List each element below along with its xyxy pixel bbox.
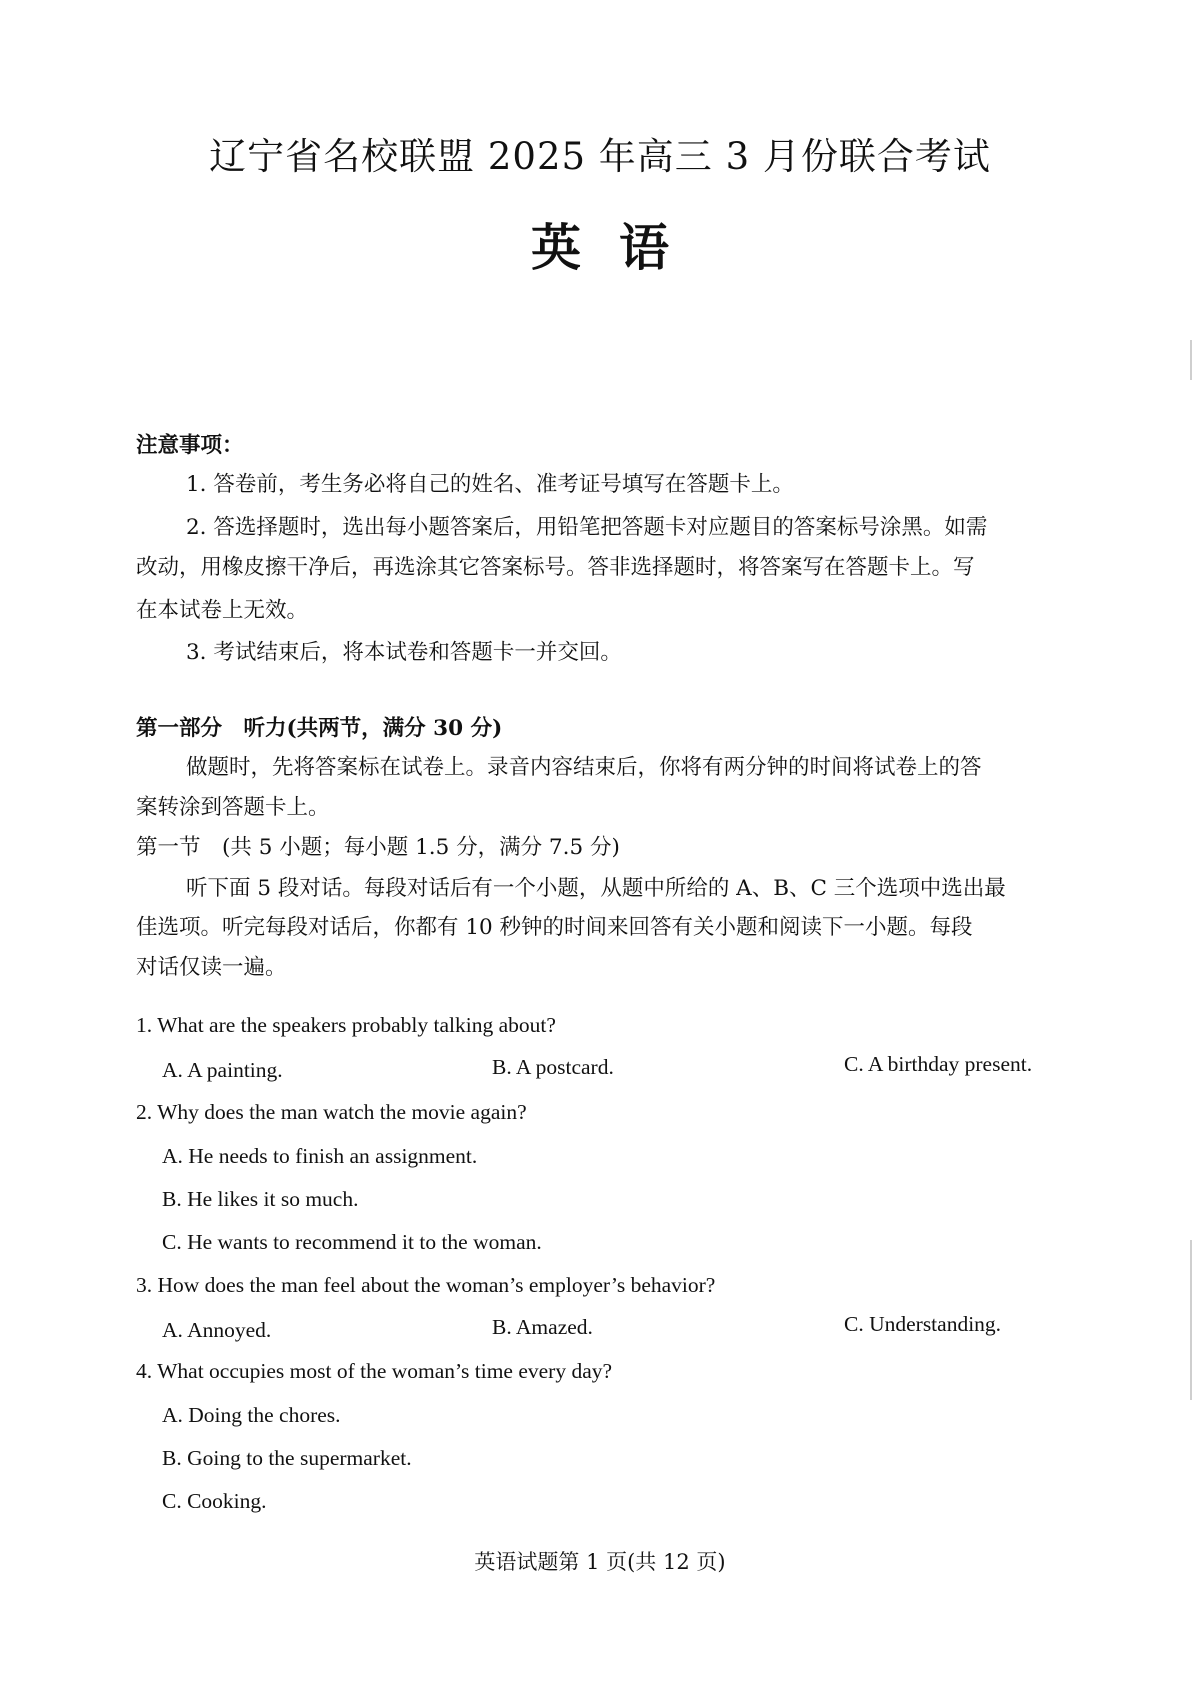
notice-item-2-line-2: 改动，用橡皮擦干净后，再选涂其它答案标号。答非选择题时，将答案写在答题卡上。写 bbox=[136, 555, 975, 580]
subject-title: 英语 bbox=[531, 218, 707, 277]
notice-item-3: 3. 考试结束后，将本试卷和答题卡一并交回。 bbox=[186, 640, 622, 665]
section1-heading: 第一节 (共 5 小题；每小题 1.5 分，满分 7.5 分) bbox=[136, 835, 620, 860]
question-3-option-a: A. Annoyed. bbox=[162, 1318, 272, 1342]
question-3-option-b: B. Amazed. bbox=[492, 1315, 593, 1339]
question-3-option-c: C. Understanding. bbox=[844, 1312, 1002, 1336]
question-4-option-c: C. Cooking. bbox=[162, 1489, 267, 1513]
question-3-stem: 3. How does the man feel about the woman’s employer’s behavior? bbox=[136, 1273, 716, 1297]
exam-title: 辽宁省名校联盟 2025 年高三 3 月份联合考试 bbox=[209, 135, 991, 178]
question-4-stem: 4. What occupies most of the woman’s time every day? bbox=[136, 1359, 613, 1383]
section1-line-2: 佳选项。听完每段对话后，你都有 10 秒钟的时间来回答有关小题和阅读下一小题。每段 bbox=[136, 915, 973, 940]
question-1-option-b: B. A postcard. bbox=[492, 1055, 614, 1079]
page-footer: 英语试题第 1 页(共 12 页) bbox=[474, 1550, 726, 1574]
question-2-option-a: A. He needs to finish an assignment. bbox=[162, 1144, 478, 1168]
scan-edge-mark bbox=[1190, 340, 1192, 380]
question-2-option-c: C. He wants to recommend it to the woman. bbox=[162, 1230, 542, 1254]
notice-item-2-line-1: 2. 答选择题时，选出每小题答案后，用铅笔把答题卡对应题目的答案标号涂黑。如需 bbox=[186, 515, 988, 540]
question-1-option-a: A. A painting. bbox=[162, 1058, 283, 1082]
question-2-stem: 2. Why does the man watch the movie again? bbox=[136, 1100, 527, 1124]
question-1-stem: 1. What are the speakers probably talking about? bbox=[136, 1013, 556, 1037]
notice-item-2-line-3: 在本试卷上无效。 bbox=[136, 598, 309, 623]
question-4-option-a: A. Doing the chores. bbox=[162, 1403, 341, 1427]
section1-line-3: 对话仅读一遍。 bbox=[136, 955, 287, 980]
notice-item-1: 1. 答卷前，考生务必将自己的姓名、准考证号填写在答题卡上。 bbox=[186, 472, 794, 497]
scan-edge-mark bbox=[1190, 1240, 1192, 1400]
part1-intro-line-2: 案转涂到答题卡上。 bbox=[136, 795, 330, 820]
notice-heading: 注意事项： bbox=[136, 433, 244, 458]
part1-heading: 第一部分 听力(共两节，满分 30 分) bbox=[136, 716, 503, 741]
part1-intro-line-1: 做题时，先将答案标在试卷上。录音内容结束后，你将有两分钟的时间将试卷上的答 bbox=[186, 755, 982, 780]
question-4-option-b: B. Going to the supermarket. bbox=[162, 1446, 412, 1470]
question-1-option-c: C. A birthday present. bbox=[844, 1052, 1033, 1076]
question-2-option-b: B. He likes it so much. bbox=[162, 1187, 359, 1211]
section1-line-1: 听下面 5 段对话。每段对话后有一个小题，从题中所给的 A、B、C 三个选项中选出最 bbox=[186, 876, 1006, 901]
